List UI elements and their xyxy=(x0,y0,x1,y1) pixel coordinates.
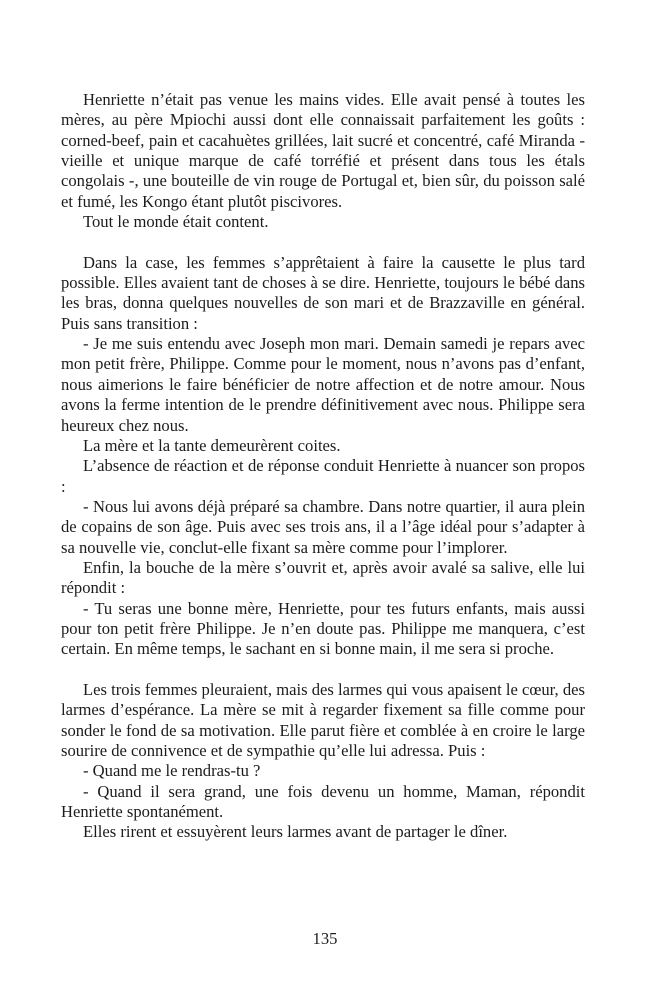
section-break xyxy=(61,660,585,680)
paragraph: La mère et la tante demeurèrent coites. xyxy=(83,435,341,455)
dialogue-paragraph: - Je me suis entendu avec Joseph mon mari. Demain samedi je repars avec mon petit frère, Philippe. Comme pour le moment, nous n’avons pas d’enfant, nous aimerions le faire bénéficier de notre affection et de notre amour. Nous avons la ferme intention de le prendre définitivement avec nous. Philippe sera heureux chez nous. xyxy=(61,334,585,435)
dialogue-paragraph: - Quand me le rendras-tu ? xyxy=(83,761,261,781)
paragraph: Les trois femmes pleuraient, mais des larmes qui vous apaisent le cœur, des larmes d’espérance. La mère se mit à regarder fixement sa fille comme pour sonder le fond de sa motivation. Elle parut fière et comblée à en croire le large sourire de connivence et de sympathie qu’elle lui adressa. Puis : xyxy=(61,679,585,760)
section-break xyxy=(61,232,585,252)
paragraph: Tout le monde était content. xyxy=(83,212,269,232)
section-1 xyxy=(61,90,585,232)
dialogue-paragraph: - Quand il sera grand, une fois devenu un homme, Maman, répondit Henriette spontanément. xyxy=(61,781,585,822)
section-2 xyxy=(61,253,585,660)
paragraph: Elles rirent et essuyèrent leurs larmes avant de partager le dîner. xyxy=(83,822,508,842)
paragraph: L’absence de réaction et de réponse conduit Henriette à nuancer son propos : xyxy=(61,456,585,496)
dialogue-paragraph: - Nous lui avons déjà préparé sa chambre. Dans notre quartier, il aura plein de copains de son âge. Puis avec ses trois ans, il a l’âge idéal pour s’adapter à sa nouvelle vie, conclut-elle fixant sa mère comme pour l’implorer. xyxy=(61,496,585,557)
paragraph: Henriette n’était pas venue les mains vides. Elle avait pensé à toutes les mères, au père Mpiochi aussi dont elle connaissait parfaitement les goûts : corned-beef, pain et cacahuètes grillées, lait sucré et concentré, café Miranda - vieille et unique marque de café torréfié et présent dans tous les étals congolais -, une bouteille de vin rouge de Portugal et, bien sûr, du poisson salé et fumé, les Kongo étant plutôt piscivores. xyxy=(61,90,585,211)
dialogue-paragraph: - Tu seras une bonne mère, Henriette, pour tes futurs enfants, mais aussi pour ton petit frère Philippe. Je n’en doute pas. Philippe me manquera, c’est certain. En même temps, le sachant en si bonne main, il me sera si proche. xyxy=(61,598,585,659)
paragraph: Enfin, la bouche de la mère s’ouvrit et, après avoir avalé sa salive, elle lui répondit : xyxy=(61,557,585,598)
paragraph: Dans la case, les femmes s’apprêtaient à faire la causette le plus tard possible. Elles avaient tant de choses à se dire. Henriette, toujours le bébé dans les bras, donna quelques nouvelles de son mari et de Brazzaville en général. Puis sans transition : xyxy=(61,252,585,333)
page-number: 135 xyxy=(312,929,338,948)
book-page-body xyxy=(61,90,585,843)
section-3 xyxy=(61,680,585,843)
